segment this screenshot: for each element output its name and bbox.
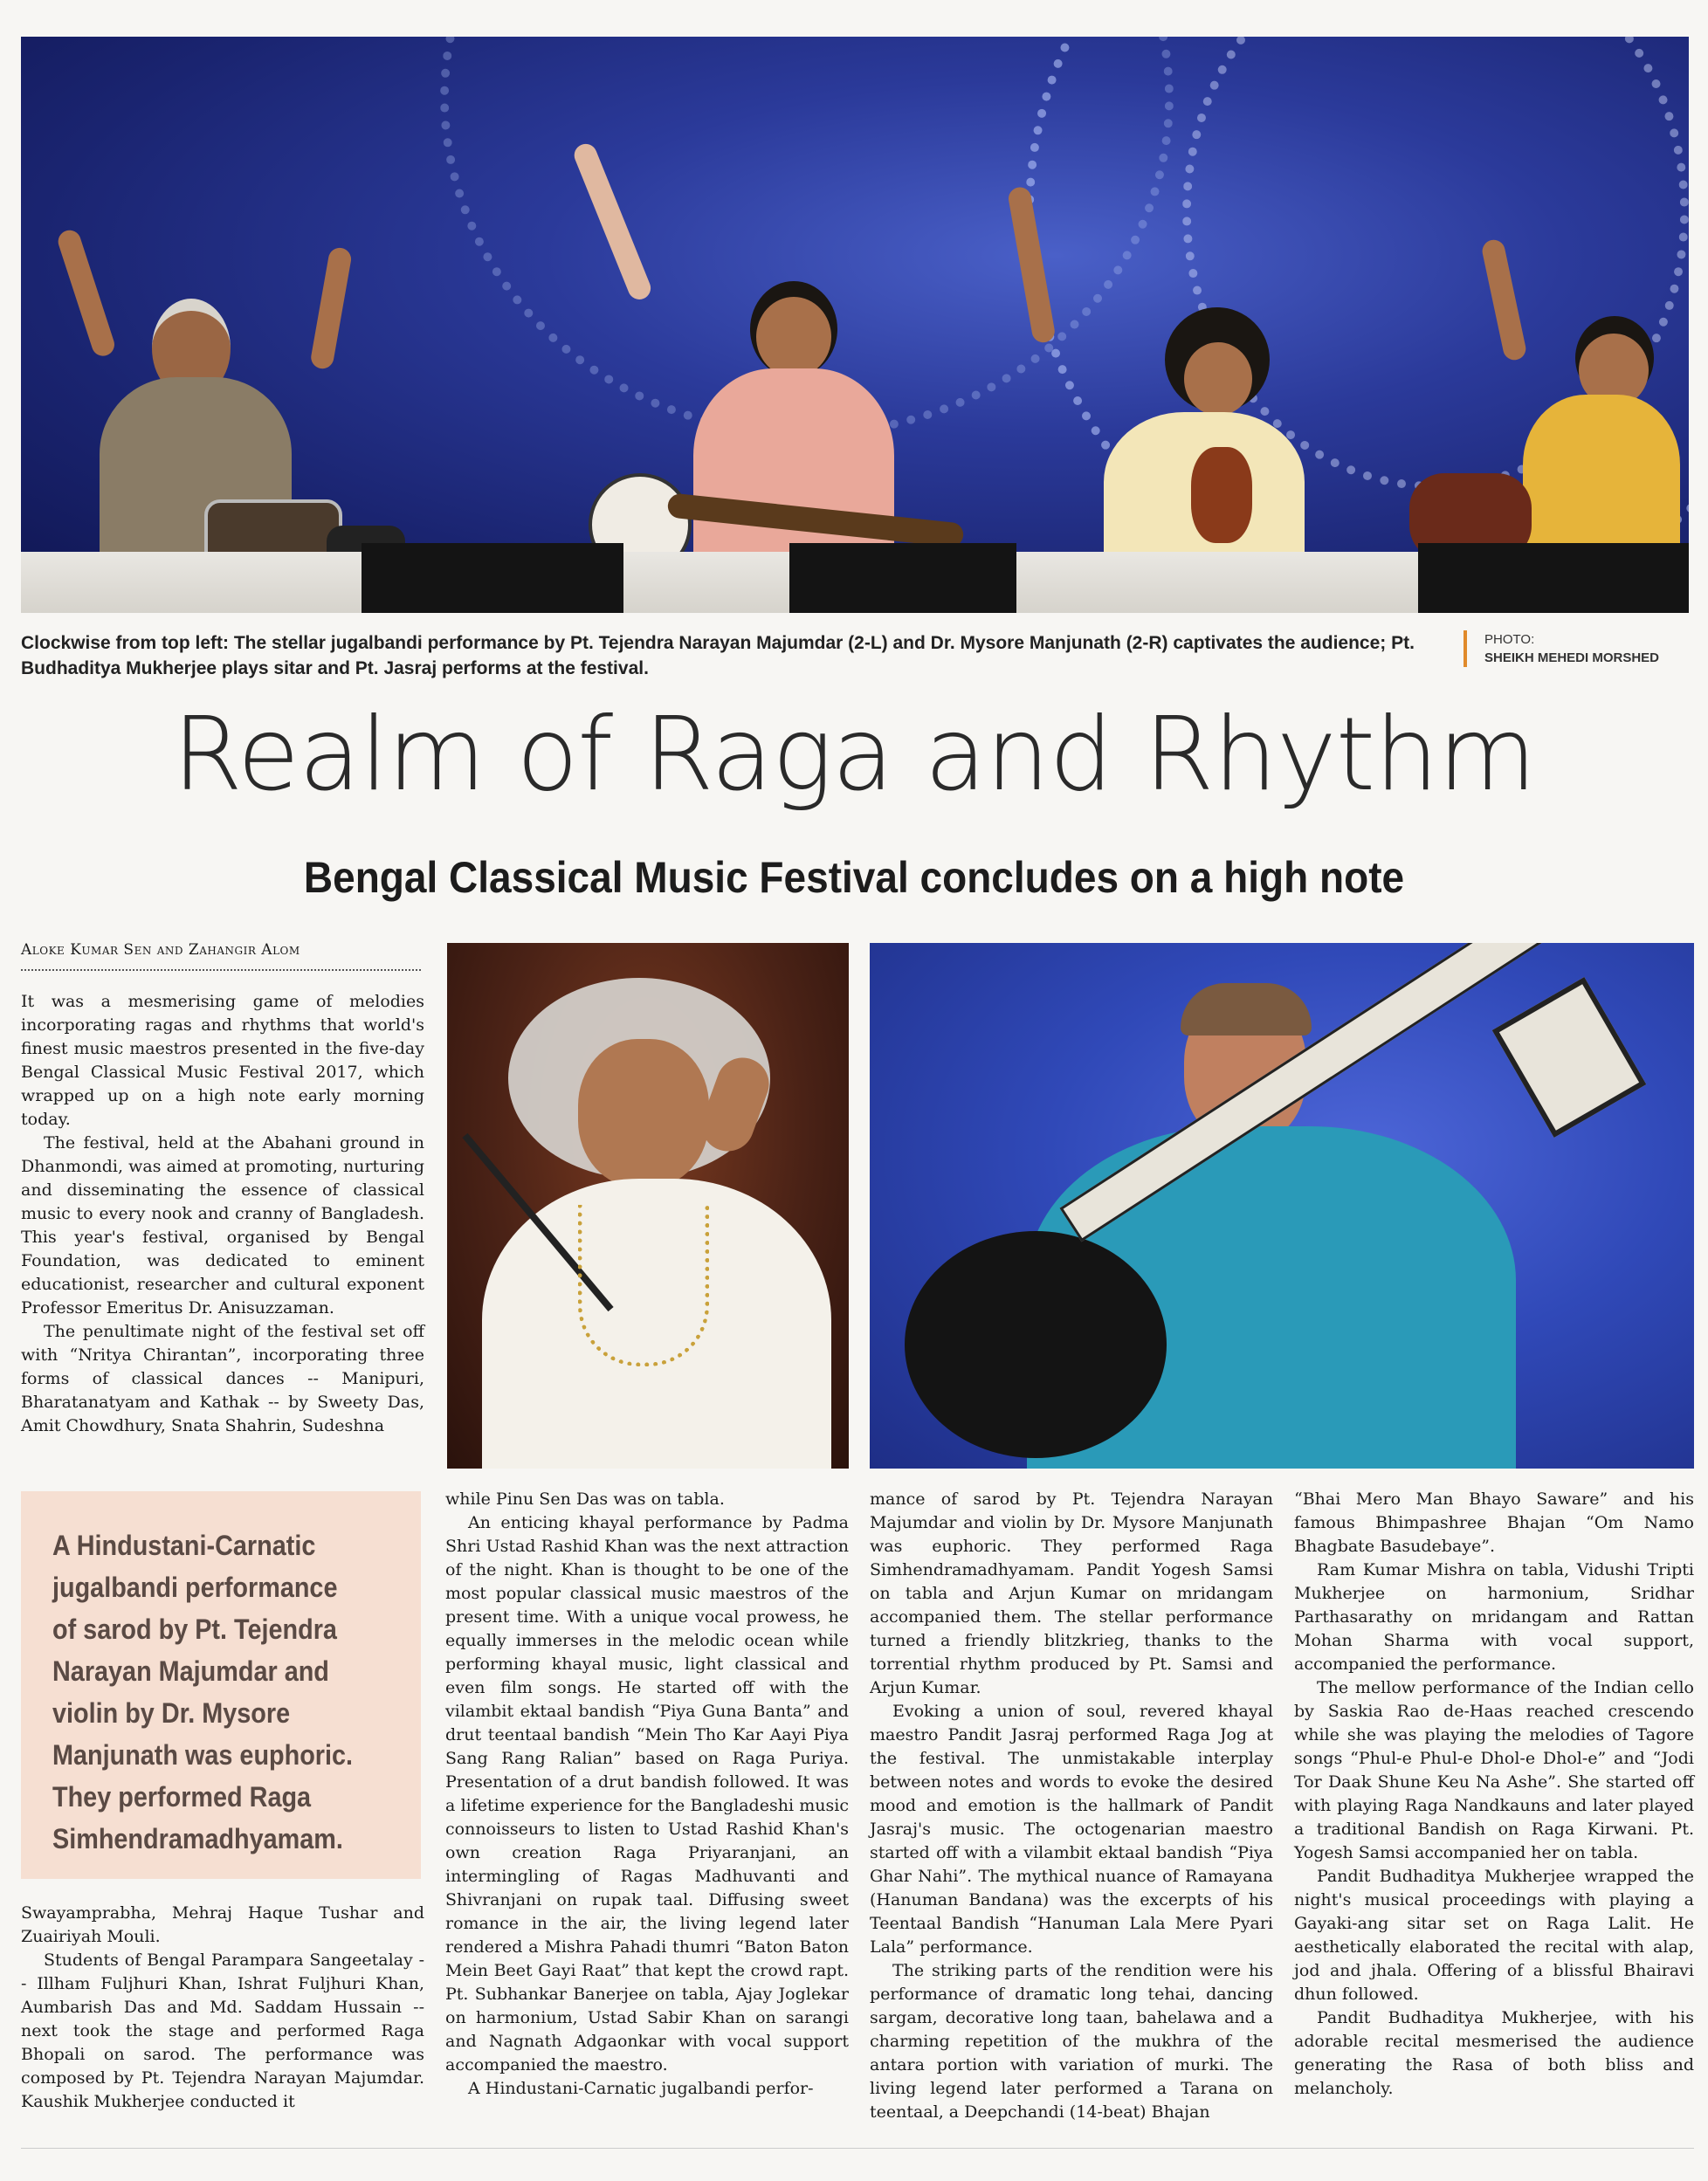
article-column-1-top	[21, 990, 424, 1438]
article-paragraph: mance of sarod by Pt. Tejendra Narayan Majumdar and violin by Dr. Mysore Manjunath was euphoric. They performed Raga Simhendramadhyamam. Pandit Yogesh Samsi on tabla and Arjun Kumar on mridangam accompanied them. The stellar performance turned a friendly blitzkrieg, thanks to the torrential rhythm produced by Pt. Samsi and Arjun Kumar.	[870, 1490, 1273, 1697]
pull-quote-text: A Hindustani-Carnatic jugalbandi performance of sarod by Pt. Tejendra Narayan Majumdar and violin by Dr. Mysore Manjunath was euphoric. They performed Raga Simhendramadhyamam.	[52, 1530, 354, 1854]
article-paragraph: “Bhai Mero Man Bhayo Saware” and his famous Bhimpashree Bhajan “Om Namo Bhagbate Basudebaye”.	[1294, 1490, 1694, 1556]
article-paragraph: Pandit Budhaditya Mukherjee wrapped the night's musical proceedings with playing a Gayaki-ang sitar set on Raga Lalit. He aesthetically elaborated the recital with alap, jod and jhala. Offering of a blissful Bhairavi dhun followed.	[1294, 1867, 1694, 2004]
article-paragraph: Swayamprabha, Mehraj Haque Tushar and Zuairiyah Mouli.	[21, 1903, 424, 1946]
stage-monitor	[789, 543, 1016, 613]
article-paragraph: The festival, held at the Abahani ground in Dhanmondi, was aimed at promoting, nurturing and disseminating the essence of classical music to every nook and cranny of Bangladesh. This year's festival, organised by Bengal Foundation, was dedicated to eminent educationist, researcher and cultural exponent Professor Emeritus Dr. Anisuzzaman.	[21, 1133, 424, 1318]
pull-quote-box	[21, 1491, 421, 1879]
article-paragraph: The penultimate night of the festival set off with “Nritya Chirantan”, incorporating three forms of classical dances -- Manipuri, Bharatanatyam and Kathak -- by Sweety Das, Amit Chowdhury, Snata Shahrin, Sudeshna	[21, 1322, 424, 1435]
photo-credit	[1464, 630, 1708, 667]
stage-monitor	[362, 543, 623, 613]
article-paragraph: The mellow performance of the Indian cello by Saskia Rao de-Haas reached crescendo while she was playing the melodies of Tagore songs “Phul-e Phul-e Dhol-e Dhol-e” and “Jodi Tor Daak Shune Keu Na Ashe”. She started off with playing Raga Nandkauns and later played a traditional Bandish on Raga Kirwani. Pt. Yogesh Samsi accompanied her on tabla.	[1294, 1678, 1694, 1862]
page-bottom-rule	[21, 2148, 1694, 2149]
article-paragraph: An enticing khayal performance by Padma Shri Ustad Rashid Khan was the next attraction of the night. Khan is thought to be one of the most popular classical music maestros of the present time. With a unique vocal prowess, he equally immerses in the melodic ocean while performing khayal music, light classical and even film songs. He started off with the vilambit ektaal bandish “Piya Guna Banta” and drut teentaal bandish “Mein Tho Kar Aayi Piya Sang Rang Ralian” based on Raga Puriya. Presentation of a drut bandish followed. It was a lifetime experience for the Bangladeshi music connoisseurs to listen to Ustad Rashid Khan's own creation Raga Priyaranjani, an intermingling of Ragas Madhuvanti and Shivranjani on rupak taal. Diffusing sweet romance in the air, the living legend later rendered a Mishra Pahadi thumri “Baton Baton Mein Beet Gayi Raat” that kept the crowd rapt. Pt. Subhankar Banerjee on tabla, Ajay Joglekar on harmonium, Ustad Sabir Khan on sarangi and Nagnath Adgaonkar with vocal support accompanied the maestro.	[445, 1513, 849, 2074]
photo-credit-label: PHOTO:	[1484, 632, 1535, 647]
photo-credit-name: SHEIKH MEHEDI MORSHED	[1484, 650, 1660, 665]
violinist-figure	[999, 168, 1313, 578]
byline-divider	[21, 969, 421, 971]
sarod-player-figure	[562, 133, 947, 587]
article-paragraph: Pandit Budhaditya Mukherjee, with his adorable recital mesmerised the audience generating the Rasa of both bliss and melancholy.	[1294, 2008, 1694, 2098]
tabla-player-figure	[47, 185, 379, 569]
article-paragraph: The striking parts of the rendition were his performance of dramatic long tehai, dancing sargam, decorative long taan, bahelawa and a charming repetition of the mukhra of the antara portion with variation of murki. The living legend later performed a Tarana on teentaal, a Deepchandi (14-beat) Bhajan	[870, 1961, 1273, 2122]
article-column-4	[1294, 1488, 1694, 2101]
mridangam-player-figure	[1392, 237, 1680, 587]
article-paragraph: Ram Kumar Mishra on tabla, Vidushi Tripti Mukherjee on harmonium, Sridhar Parthasarathy on mridangam and Rattan Mohan Sharma with vocal support, accompanied the performance.	[1294, 1560, 1694, 1674]
photo-caption: Clockwise from top left: The stellar jugalbandi performance by Pt. Tejendra Narayan Majumdar (2-L) and Dr. Mysore Manjunath (2-R) captivates the audience; Pt. Budhaditya Mukherjee plays sitar and Pt. Jasraj performs at the festival.	[21, 633, 1415, 678]
article-paragraph: while Pinu Sen Das was on tabla.	[445, 1490, 725, 1509]
article-paragraph: Students of Bengal Parampara Sangeetalay -- Illham Fuljhuri Khan, Ishrat Fuljhuri Khan, Aumbarish Das and Md. Saddam Hussain -- next took the stage and performed Raga Bhopali on sarod. The performance was composed by Pt. Tejendra Narayan Majumdar. Kaushik Mukherjee conducted it	[21, 1951, 424, 2111]
sitar-player-photo	[870, 943, 1694, 1469]
article-paragraph: It was a mesmerising game of melodies incorporating ragas and rhythms that world's finest music maestros presented in the five-day Bengal Classical Music Festival 2017, which wrapped up on a high note early morning today.	[21, 992, 424, 1129]
article-column-3	[870, 1488, 1273, 2124]
byline: Aloke Kumar Sen and Zahangir Alom	[21, 941, 300, 959]
article-paragraph: Evoking a union of soul, revered khayal maestro Pandit Jasraj performed Raga Jog at the festival. The unmistakable interplay between notes and words to evoke the desired mood and emotion is the hallmark of Pandit Jasraj's music. The octogenarian maestro started off with a vilambit ektaal bandish “Piya Ghar Nahi”. The mythical nuance of Ramayana (Hanuman Bandana) was the excerpts of his Teentaal Bandish “Hanuman Lala Mere Pyari Lala” performance.	[870, 1702, 1273, 1957]
article-column-2	[445, 1488, 849, 2101]
subheadline: Bengal Classical Music Festival concludes on a high note	[303, 853, 1405, 902]
article-paragraph: A Hindustani-Carnatic jugalbandi perfor-	[468, 2079, 814, 2098]
headline: Realm of Raga and Rhythm	[172, 696, 1536, 814]
jasraj-photo	[447, 943, 849, 1469]
jugalbandi-stage-photo	[21, 37, 1689, 613]
stage-monitor	[1418, 543, 1689, 613]
article-column-1-bottom	[21, 1902, 424, 2114]
